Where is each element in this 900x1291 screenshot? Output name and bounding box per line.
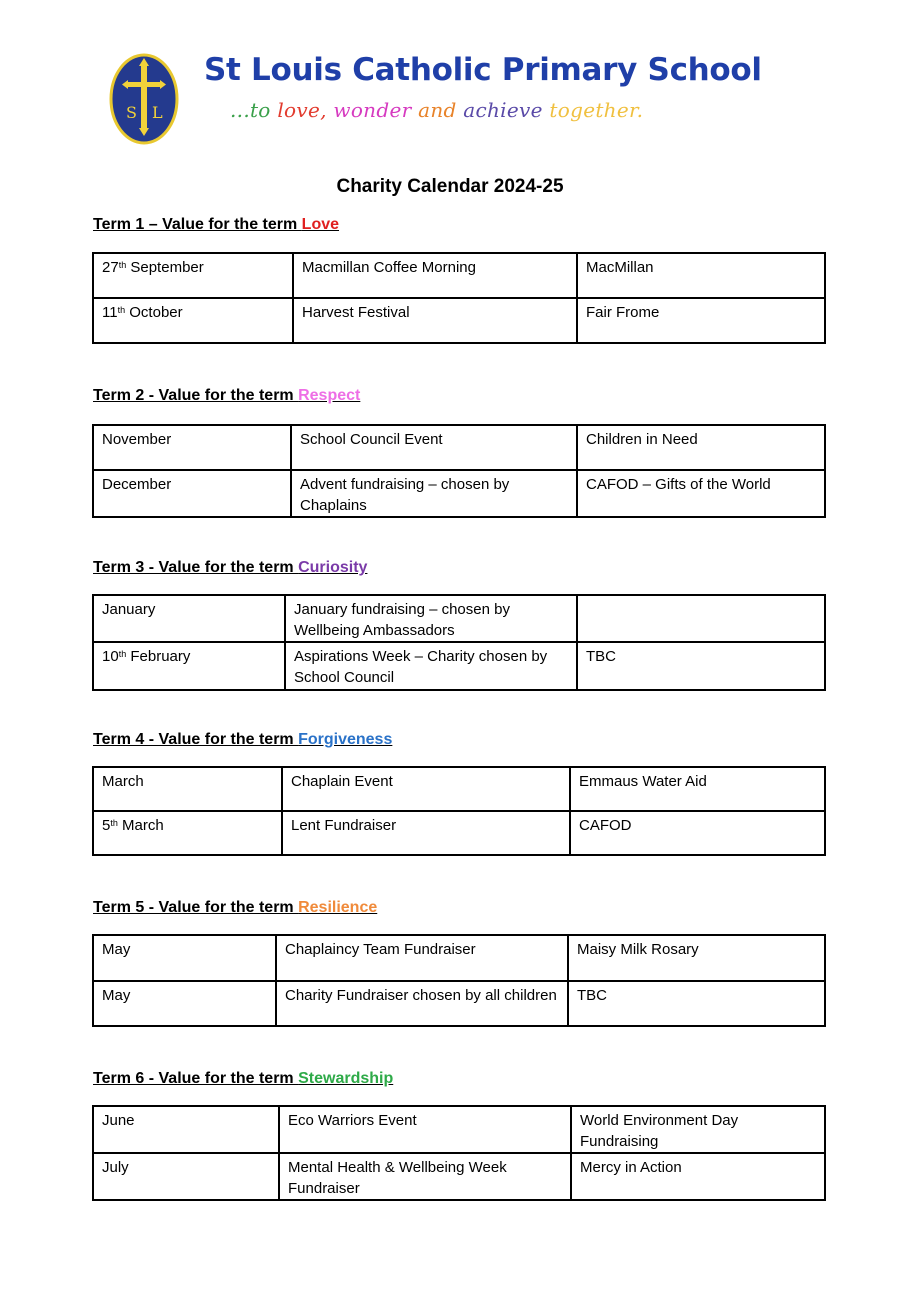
table-row [93, 1153, 825, 1200]
date-cell [93, 935, 276, 981]
date-text: 10 [102, 648, 119, 665]
event-cell: Chaplaincy Team Fundraiser [276, 935, 568, 981]
event-cell: Harvest Festival [293, 298, 577, 343]
logo-letter-l: L [152, 103, 163, 122]
date-ordinal: th [117, 305, 126, 315]
term-table [92, 934, 826, 1027]
term-value: Curiosity [298, 559, 368, 576]
date-month: October [125, 304, 183, 321]
date-text: November [102, 431, 172, 448]
event-cell: Lent Fundraiser [282, 811, 570, 855]
motto-word: ...to [230, 98, 278, 122]
term-heading-label: Term 2 - Value for the term [93, 387, 299, 404]
term-heading [93, 559, 367, 577]
term-table [92, 594, 826, 691]
table-row [93, 595, 825, 642]
event-cell: Eco Warriors Event [279, 1106, 571, 1153]
date-cell [93, 1106, 279, 1153]
table-row [93, 470, 825, 517]
term-heading [93, 731, 392, 749]
table-row [93, 425, 825, 470]
charity-cell: MacMillan [577, 253, 825, 298]
table-row [93, 935, 825, 981]
date-text: January [102, 601, 156, 618]
charity-cell [577, 595, 825, 642]
date-cell [93, 425, 291, 470]
motto-word: love, [277, 98, 334, 122]
charity-cell: World Environment Day Fundraising [571, 1106, 825, 1153]
date-cell [93, 298, 293, 343]
charity-cell: Emmaus Water Aid [570, 767, 825, 811]
term-heading [93, 1070, 393, 1088]
motto-word: achieve [463, 98, 550, 122]
date-ordinal: th [110, 818, 118, 828]
date-text: March [102, 773, 144, 790]
charity-cell: Fair Frome [577, 298, 825, 343]
date-text: December [102, 476, 172, 493]
school-header [108, 52, 808, 152]
charity-cell: TBC [577, 642, 825, 690]
date-text: 27 [102, 259, 119, 276]
page-title: Charity Calendar 2024-25 [336, 176, 564, 197]
date-text: 11 [102, 304, 118, 321]
event-cell: January fundraising – chosen by Wellbeing Ambassadors [285, 595, 577, 642]
table-row [93, 253, 825, 298]
school-crest-logo [108, 52, 180, 146]
logo-letter-s: S [126, 103, 137, 122]
table-row [93, 642, 825, 690]
date-cell [93, 1153, 279, 1200]
term-heading-label: Term 4 - Value for the term [93, 731, 299, 748]
event-cell: Macmillan Coffee Morning [293, 253, 577, 298]
date-month: March [117, 817, 164, 834]
table-row [93, 811, 825, 855]
date-cell [93, 253, 293, 298]
date-ordinal: th [118, 260, 127, 270]
term-value: Respect [298, 387, 361, 404]
charity-cell: CAFOD [570, 811, 825, 855]
term-value: Forgiveness [298, 731, 393, 748]
date-text: May [102, 941, 131, 958]
term-heading-label: Term 1 – Value for the term [93, 216, 302, 233]
term-value: Love [301, 216, 340, 233]
school-motto [230, 98, 643, 122]
date-text: 5 [102, 817, 111, 834]
term-heading-label: Term 3 - Value for the term [93, 559, 299, 576]
table-row [93, 767, 825, 811]
table-row [93, 981, 825, 1026]
table-row [93, 1106, 825, 1153]
charity-cell: Children in Need [577, 425, 825, 470]
date-month: February [126, 648, 191, 665]
event-cell: Charity Fundraiser chosen by all children [276, 981, 568, 1026]
motto-word: wonder [333, 98, 419, 122]
term-table [92, 766, 826, 856]
date-cell [93, 595, 285, 642]
event-cell: School Council Event [291, 425, 577, 470]
event-cell: Advent fundraising – chosen by Chaplains [291, 470, 577, 517]
term-heading [93, 899, 377, 917]
term-value: Resilience [298, 899, 378, 916]
term-heading [93, 387, 360, 405]
table-row [93, 298, 825, 343]
date-text: July [102, 1159, 129, 1176]
date-cell [93, 767, 282, 811]
term-table [92, 424, 826, 518]
term-table [92, 1105, 826, 1201]
charity-cell: TBC [568, 981, 825, 1026]
term-heading-label: Term 6 - Value for the term [93, 1070, 299, 1087]
date-cell [93, 470, 291, 517]
term-heading [93, 216, 339, 234]
date-cell [93, 981, 276, 1026]
date-cell [93, 642, 285, 690]
motto-word: together. [549, 98, 644, 122]
motto-word: and [418, 98, 464, 122]
term-table [92, 252, 826, 344]
date-text: June [102, 1112, 135, 1129]
charity-cell: CAFOD – Gifts of the World [577, 470, 825, 517]
school-name: St Louis Catholic Primary School [204, 52, 762, 88]
charity-cell: Maisy Milk Rosary [568, 935, 825, 981]
date-cell [93, 811, 282, 855]
event-cell: Mental Health & Wellbeing Week Fundraiser [279, 1153, 571, 1200]
charity-cell: Mercy in Action [571, 1153, 825, 1200]
date-ordinal: th [118, 649, 127, 659]
term-heading-label: Term 5 - Value for the term [93, 899, 299, 916]
date-text: May [102, 987, 131, 1004]
term-value: Stewardship [298, 1070, 394, 1087]
event-cell: Chaplain Event [282, 767, 570, 811]
date-month: September [126, 259, 204, 276]
event-cell: Aspirations Week – Charity chosen by School Council [285, 642, 577, 690]
